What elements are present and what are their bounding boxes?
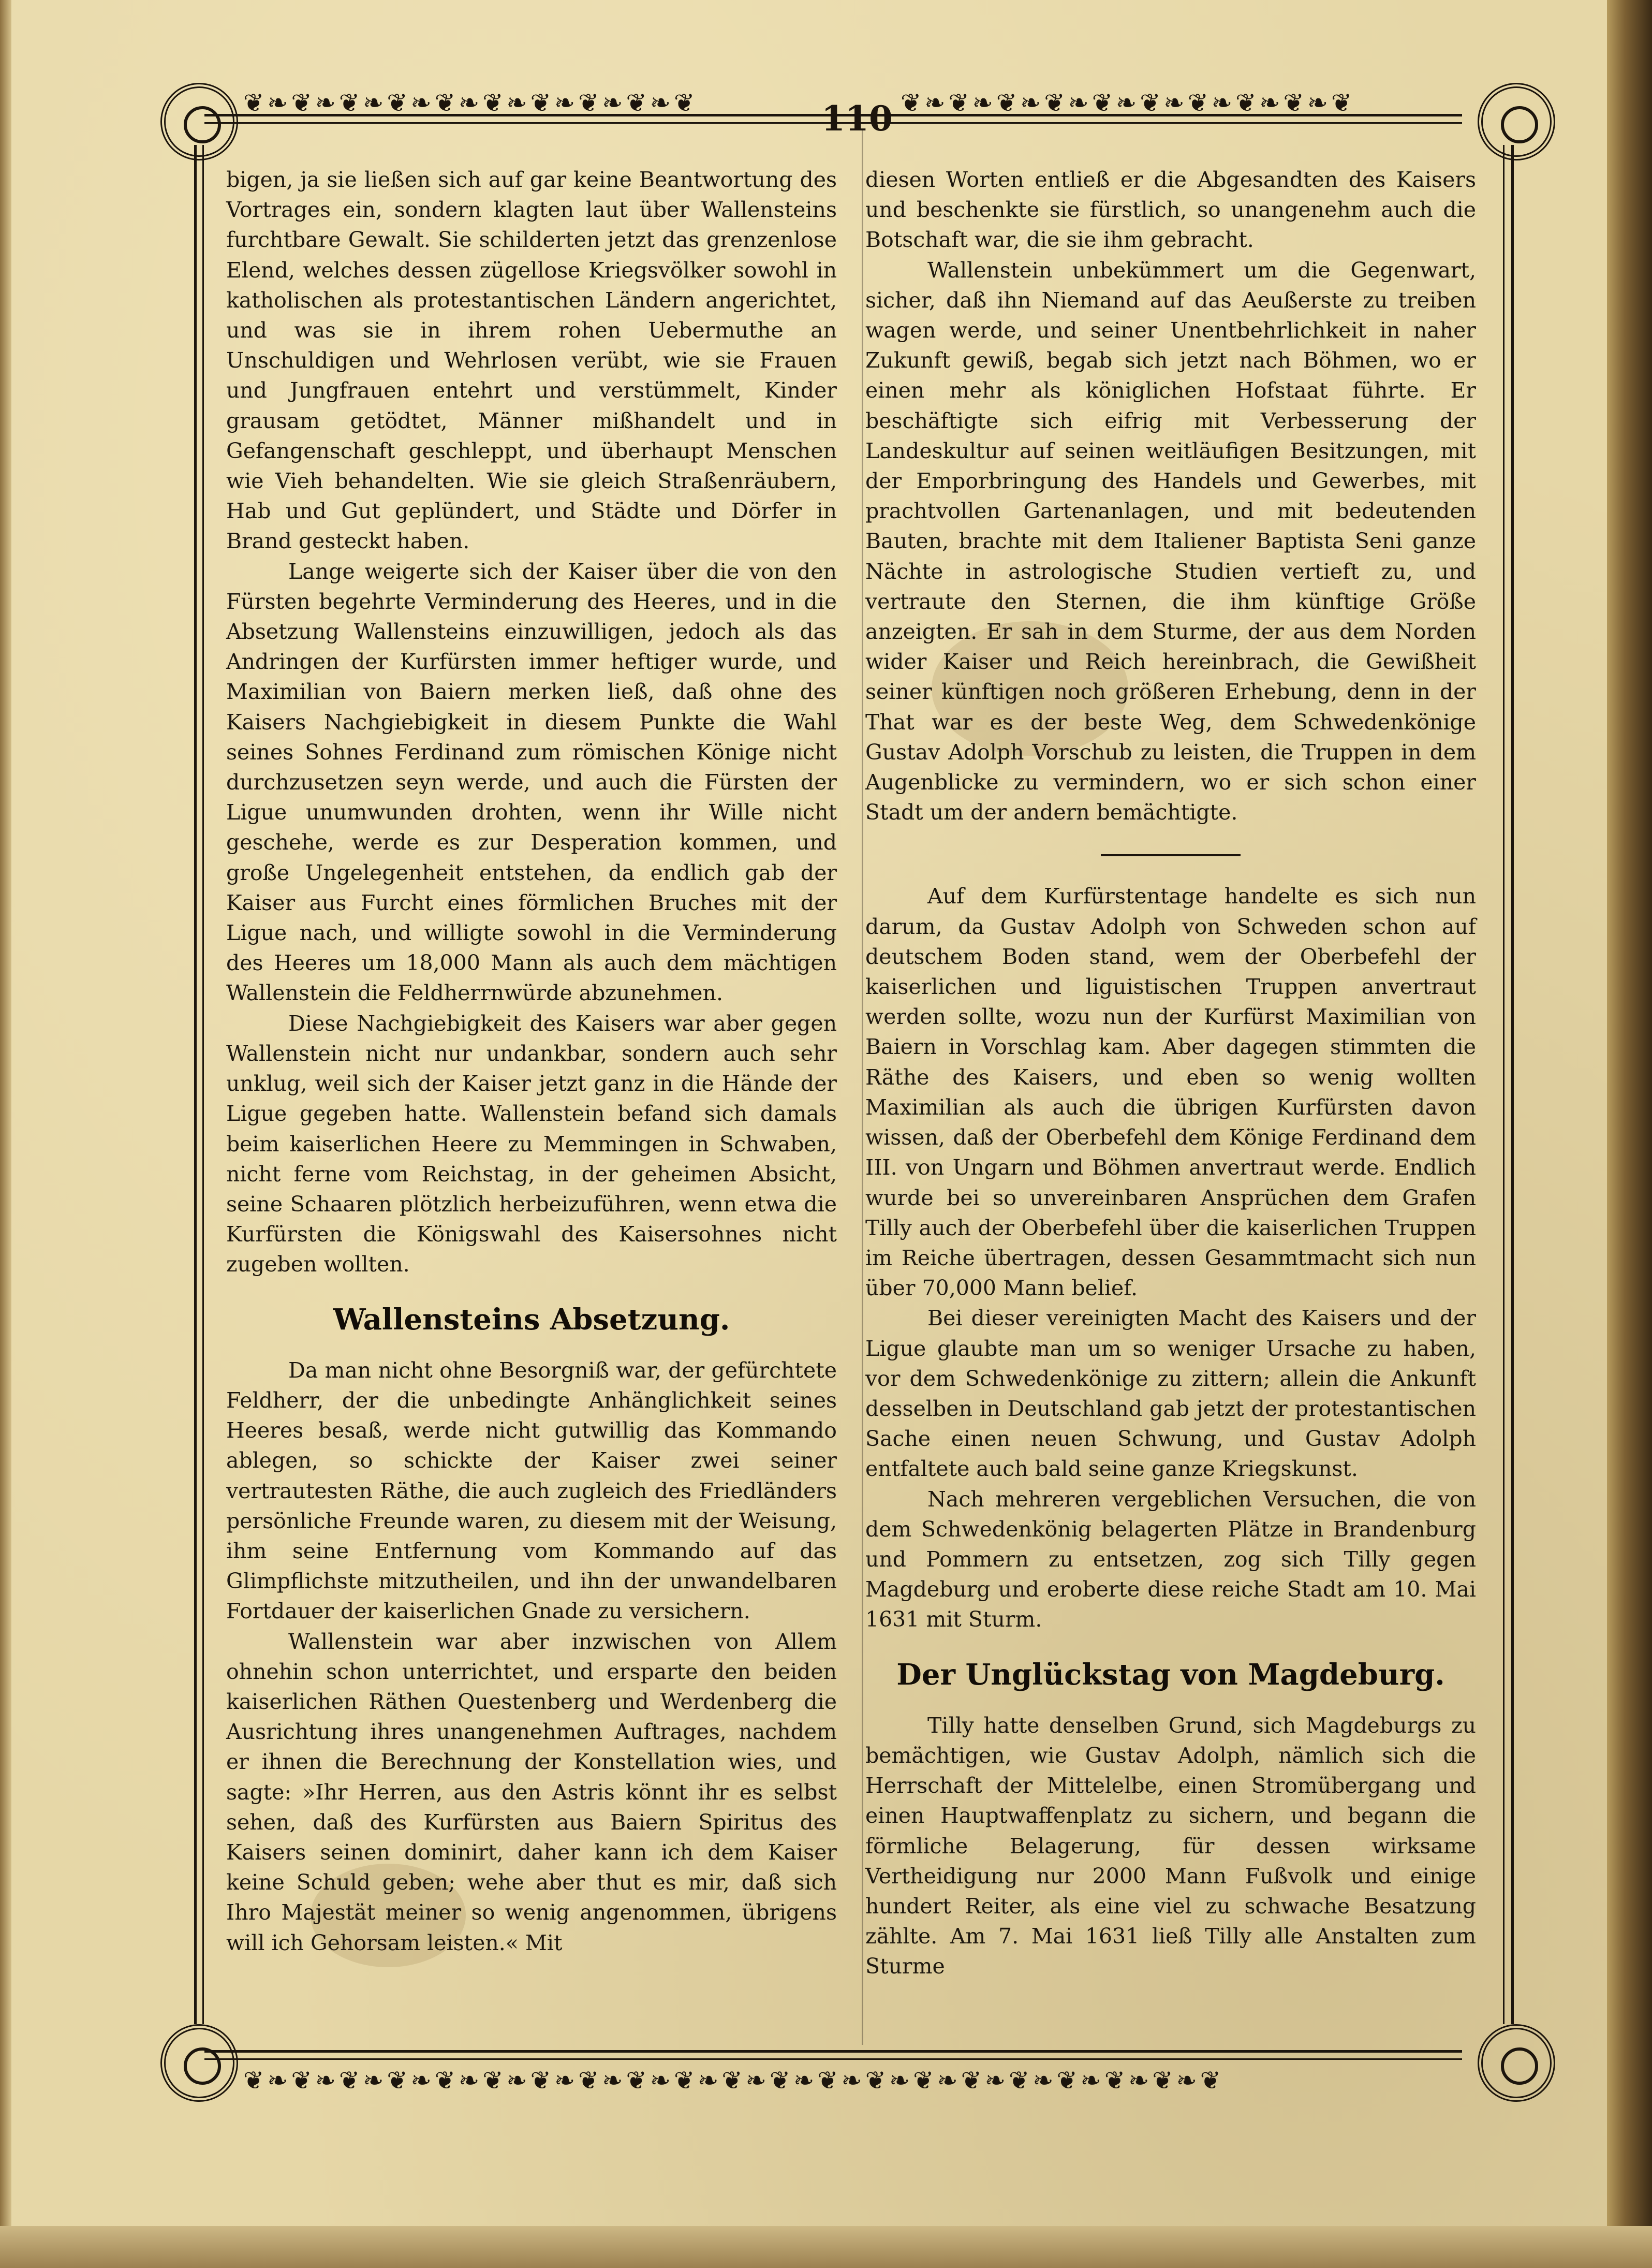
page-number: 110 [821, 98, 893, 139]
page-left-edge [0, 0, 11, 2268]
top-border-ornament-right: ❦❧❦❧❦❧❦❧❦❧❦❧❦❧❦❧❦❧❦ [901, 91, 1355, 115]
frame-bottom-line [204, 2050, 1462, 2053]
paragraph: Tilly hatte denselben Grund, sich Magdeburgs zu bemächtigen, wie Gustav Adolph, nämlich sich die Herrschaft der Mittelelbe, einen Stromübergang und einen Hauptwaffenplatz zu sichern, und begann die förmliche Belagerung, für dessen wirksame Vertheidigung nur 2000 Mann Fußvolk und einige hundert Reiter, als eine viel zu schwache Besatzung zählte. Am 7. Mai 1631 ließ Tilly alle Anstalten zum Sturme [865, 1713, 1476, 1979]
paragraph: Nach mehreren vergeblichen Versuchen, die von dem Schwedenkönig belagerten Plätze in Brandenburg und Pommern zu entsetzen, zog sich Tilly gegen Magdeburg und eroberte diese reiche Stadt am 10. Mai 1631 mit Sturm. [865, 1486, 1476, 1632]
frame-left-line [194, 145, 197, 2024]
section-divider [1101, 854, 1241, 856]
paragraph: Lange weigerte sich der Kaiser über die von den Fürsten begehrte Verminderung des Heeres, und in die Absetzung Wallensteins einzuwilligen, jedoch als das Andringen der Kurfürsten immer heftiger wurde, und Maximilian von Baiern merken ließ, daß ohne des Kaisers Nachgiebigkeit in diesem Punkte die Wahl seines Sohnes Ferdinand zum römischen Könige nicht durchzusetzen seyn werde, und auch die Fürsten der Ligue unumwunden drohten, wenn ihr Wille nicht geschehe, werde es zur Desperation kommen, und große Ungelegenheit entstehen, da endlich gab der Kaiser aus Furcht eines förmlichen Bruches mit der Ligue nach, und willigte sowohl in die Verminderung des Heeres um 18,000 Mann als auch dem mächtigen Wallenstein die Feldherrnwürde abzunehmen. [226, 559, 837, 1006]
corner-ornament-top-right [1478, 83, 1555, 160]
frame-right-line [1511, 145, 1514, 2024]
bottom-border-ornament: ❦❧❦❧❦❧❦❧❦❧❦❧❦❧❦❧❦❧❦❧❦❧❦❧❦❧❦❧❦❧❦❧❦❧❦❧❦❧❦❧❦ [243, 2068, 1224, 2093]
section-heading: Wallensteins Absetzung. [333, 1302, 730, 1337]
frame-right-line-inner [1503, 145, 1505, 2024]
paragraph: Bei dieser vereinigten Macht des Kaisers und der Ligue glaubte man um so weniger Ursache zu haben, vor dem Schwedenkönige zu zittern; allein die Ankunft desselben in Deutschland gab jetzt der protestantischen Sache einen neuen Schwung, und Gustav Adolph entfaltete auch bald seine ganze Kriegskunst. [865, 1306, 1476, 1482]
paragraph: Wallenstein unbekümmert um die Gegenwart, sicher, daß ihn Niemand auf das Aeußerste zu treiben wagen werde, und seiner Unentbehrlichkeit in naher Zukunft gewiß, begab sich jetzt nach Böhmen, wo er einen mehr als königlichen Hofstaat führte. Er beschäftigte sich eifrig mit Verbesserung der Landeskultur auf seinen weitläufigen Besitzungen, mit der Emporbringung des Handels und Gewerbes, mit prachtvollen Gartenanlagen, und mit bedeutenden Bauten, brachte mit dem Italiener Baptista Seni ganze Nächte in astrologische Studien vertieft zu, und vertraute den Sternen, die ihm künftige Größe anzeigten. Er sah in dem Sturme, der aus dem Norden wider Kaiser und Reich hereinbrach, die Gewißheit seiner künftigen noch größeren Erhebung, denn in der That war es der beste Weg, dem Schwedenkönige Gustav Adolph Vorschub zu leisten, die Truppen in dem Augenblicke zu vermindern, wo er sich schon einer Stadt um der andern bemächtigte. [865, 257, 1476, 825]
corner-ornament-bottom-right [1478, 2024, 1555, 2102]
right-column [865, 165, 1476, 1982]
frame-bottom-line-inner [204, 2058, 1462, 2060]
paragraph: diesen Worten entließ er die Abgesandten des Kaisers und beschenkte sie fürstlich, so unangenehm auch die Botschaft war, die sie ihm gebracht. [865, 167, 1476, 253]
page-bottom-edge [0, 2226, 1652, 2268]
paragraph: bigen, ja sie ließen sich auf gar keine Beantwortung des Vortrages ein, sondern klagten laut über Wallensteins furchtbare Gewalt. Sie schilderten jetzt das grenzenlose Elend, welches dessen zügellose Kriegsvölker sowohl in katholischen als protestantischen Ländern angerichtet, und was sie in ihrem rohen Uebermuthe an Unschuldigen und Wehrlosen verübt, wie sie Frauen und Jungfrauen entehrt und verstümmelt, Kinder grausam getödtet, Männer mißhandelt und in Gefangenschaft geschleppt, und überhaupt Menschen wie Vieh behandelten. Wie sie gleich Straßenräubern, Hab und Gut geplündert, und Städte und Dörfer in Brand gesteckt haben. [226, 167, 837, 554]
paragraph: Diese Nachgiebigkeit des Kaisers war aber gegen Wallenstein nicht nur undankbar, sondern auch sehr unklug, weil sich der Kaiser jetzt ganz in die Hände der Ligue gegeben hatte. Wallenstein befand sich damals beim kaiserlichen Heere zu Memmingen in Schwaben, nicht ferne vom Reichstag, in der geheimen Absicht, seine Schaaren plötzlich herbeizuführen, wenn etwa die Kurfürsten die Königswahl des Kaisersohnes nicht zugeben wollten. [226, 1011, 837, 1277]
top-border-ornament-left: ❦❧❦❧❦❧❦❧❦❧❦❧❦❧❦❧❦❧❦ [243, 91, 698, 115]
paragraph: Auf dem Kurfürstentage handelte es sich nun darum, da Gustav Adolph von Schweden schon auf deutschem Boden stand, wem der Oberbefehl der kaiserlichen und liguistischen Truppen anvertraut werden sollte, wozu nun der Kurfürst Maximilian von Baiern in Vorschlag kam. Aber dagegen stimmten die Räthe des Kaisers, und eben so wenig wollten Maximilian als auch die übrigen Kurfürsten davon wissen, daß der Oberbefehl dem Könige Ferdinand dem III. von Ungarn und Böhmen anvertraut werde. Endlich wurde bei so unvereinbaren Ansprüchen dem Grafen Tilly auch der Oberbefehl über die kaiserlichen Truppen im Reiche übertragen, dessen Gesammtmacht sich nun über 70,000 Mann belief. [865, 884, 1476, 1301]
paragraph: Wallenstein war aber inzwischen von Allem ohnehin schon unterrichtet, und ersparte den beiden kaiserlichen Räthen Questenberg und Werdenberg die Ausrichtung ihres unangenehmen Auftrages, nachdem er ihnen die Berechnung der Konstellation wies, und sagte: »Ihr Herren, aus den Astris könnt ihr es selbst sehen, daß des Kurfürsten aus Baiern Spiritus des Kaisers seinen dominirt, daher kann ich dem Kaiser keine Schuld geben; wehe aber thut es mir, daß sich Ihro Majestät meiner so wenig angenommen, übrigens will ich Gehorsam leisten.« Mit [226, 1629, 837, 1955]
corner-ornament-top-left [160, 83, 238, 160]
paragraph: Da man nicht ohne Besorgniß war, der gefürchtete Feldherr, der die unbedingte Anhänglichkeit seines Heeres besaß, werde nicht gutwillig das Kommando ablegen, so schickte der Kaiser zwei seiner vertrautesten Räthe, die auch zugleich des Friedländers persönliche Freunde waren, zu diesem mit der Weisung, ihm seine Entfernung vom Kommando auf das Glimpflichste mitzutheilen, und ihn der unwandelbaren Fortdauer der kaiserlichen Gnade zu versichern. [226, 1357, 837, 1624]
book-spine-edge [1607, 0, 1652, 2268]
column-rule [862, 129, 863, 2045]
section-heading: Der Unglückstag von Magdeburg. [896, 1657, 1445, 1692]
frame-left-line-inner [202, 145, 204, 2024]
left-column [226, 165, 837, 1958]
corner-ornament-bottom-left [160, 2024, 238, 2102]
